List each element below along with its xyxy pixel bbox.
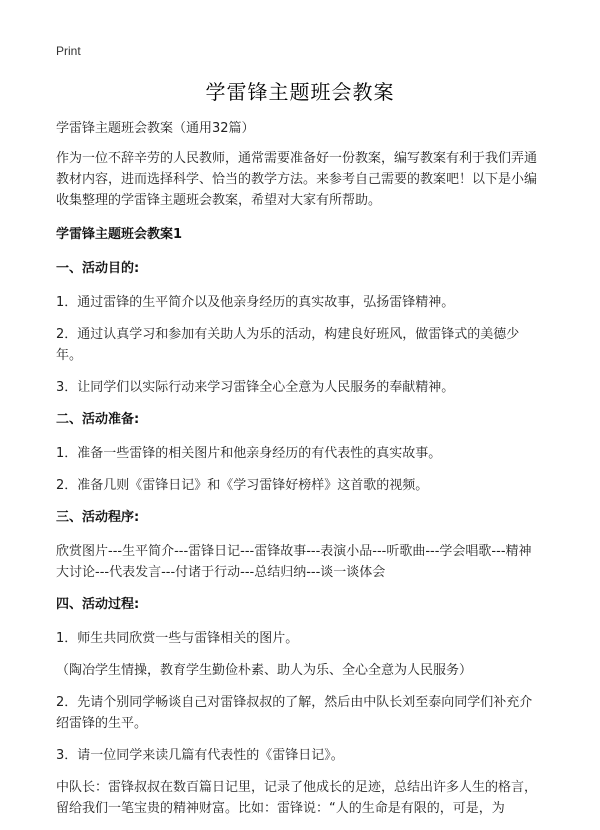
prep-item: 2．准备几则《雷锋日记》和《学习雷锋好榜样》这首歌的视频。 xyxy=(56,478,429,493)
goals-item: 2．通过认真学习和参加有关助人为乐的活动，构建良好班风，做雷锋式的美德少年。 xyxy=(56,327,520,363)
section-heading-process: 四、活动过程: xyxy=(56,597,140,612)
prep-item: 1．准备一些雷锋的相关图片和他亲身经历的有代表性的真实故事。 xyxy=(56,446,442,461)
process-item: 1．师生共同欣赏一些与雷锋相关的图片。 xyxy=(56,631,299,646)
process-item: 2．先请个别同学畅谈自己对雷锋叔叔的了解，然后由中队长刘至泰向同学们补充介绍雷锋的生平。 xyxy=(56,695,533,731)
procedure-text: 欣赏图片---生平简介---雷锋日记---雷锋故事---表演小品---听歌曲---学会唱歌---精神大讨论---代表发言---付诸于行动---总结归纳---谈一谈体会 xyxy=(56,544,532,580)
process-item: （陶冶学生情操，教育学生勤俭朴素、助人为乐、全心全意为人民服务） xyxy=(56,663,473,678)
section-heading-goals: 一、活动目的: xyxy=(56,261,140,276)
print-link[interactable]: Print xyxy=(56,44,81,58)
document-body xyxy=(56,118,538,830)
process-item: 3．请一位同学来读几篇有代表性的《雷锋日记》。 xyxy=(56,748,344,763)
process-item: 中队长：雷锋叔叔在数百篇日记里，记录了他成长的足迹，总结出许多人生的格言，留给我们一笔宝贵的精神财富。比如：雷锋说：“人的生命是有限的，可是，为 xyxy=(56,780,538,816)
document-subtitle: 学雷锋主题班会教案（通用32篇） xyxy=(56,121,255,136)
page-title: 学雷锋主题班会教案 xyxy=(205,80,395,104)
intro-paragraph: 作为一位不辞辛劳的人民教师，通常需要准备好一份教案，编写教案有利于我们弄通教材内容，进而选择科学、恰当的教学方法。来参考自己需要的教案吧！以下是小编收集整理的学雷锋主题班会教案，希望对大家有所帮助。 xyxy=(56,151,538,208)
section-heading-prep: 二、活动准备: xyxy=(56,412,140,427)
lesson-title: 学雷锋主题班会教案1 xyxy=(56,227,183,242)
section-heading-procedure: 三、活动程序: xyxy=(56,510,140,525)
goals-item: 3．让同学们以实际行动来学习雷锋全心全意为人民服务的奉献精神。 xyxy=(56,380,455,395)
goals-item: 1．通过雷锋的生平简介以及他亲身经历的真实故事，弘扬雷锋精神。 xyxy=(56,295,455,310)
